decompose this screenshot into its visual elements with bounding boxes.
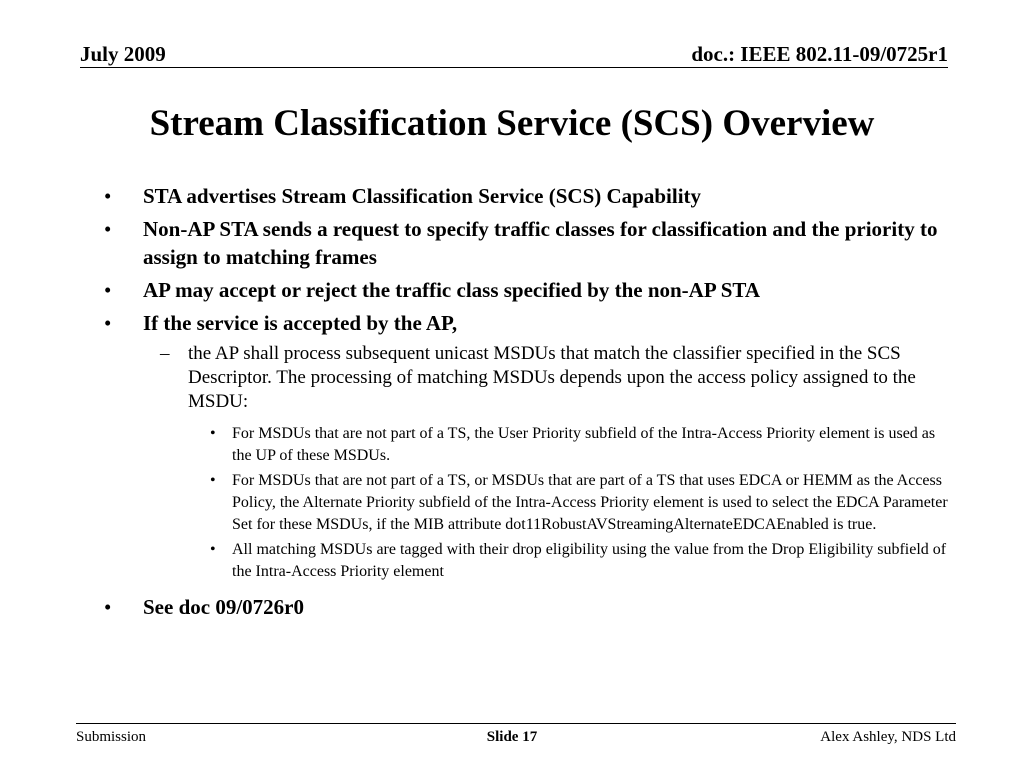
bullet-marker: • xyxy=(104,311,112,335)
sub-sub-bullet-text: For MSDUs that are not part of a TS, the User Priority subfield of the Intra-Access Priority element is used as the UP of these MSDUs. xyxy=(232,425,936,464)
sub-sub-bullet-item xyxy=(210,423,952,467)
bullet-marker: • xyxy=(104,184,112,208)
bullet-item xyxy=(104,215,960,271)
sub-sub-bullet-item xyxy=(210,539,952,583)
bullet-marker: • xyxy=(104,278,112,302)
bullet-text: See doc 09/0726r0 xyxy=(143,595,304,619)
bullet-text: AP may accept or reject the traffic class specified by the non-AP STA xyxy=(143,278,761,302)
footer-slide-number: Slide 17 xyxy=(486,729,538,745)
bullet-item xyxy=(104,309,960,337)
header-doc-id: doc.: IEEE 802.11-09/0725r1 xyxy=(691,42,948,66)
footer-submission: Submission xyxy=(76,729,147,745)
bullet-item xyxy=(104,593,960,621)
footer-author: Alex Ashley, NDS Ltd xyxy=(820,729,956,745)
sub-bullet-item xyxy=(160,342,948,414)
bullet-item xyxy=(104,276,960,304)
sub-bullet-text: the AP shall process subsequent unicast MSDUs that match the classifier specified in the SCS Descriptor. The processing of matching MSDUs depends upon the access policy assigned to the MSDU: xyxy=(188,343,916,412)
dash-marker: – xyxy=(160,343,170,364)
bullet-text: If the service is accepted by the AP, xyxy=(143,311,458,335)
header-divider xyxy=(80,67,948,68)
sub-sub-bullet-text: All matching MSDUs are tagged with their drop eligibility using the value from the Drop Eligibility subfield of the Intra-Access Priority element xyxy=(232,541,947,580)
slide-title: Stream Classification Service (SCS) Overview xyxy=(149,103,875,144)
bullet-marker: • xyxy=(104,595,112,619)
slide-body xyxy=(104,182,960,626)
header-date: July 2009 xyxy=(80,42,166,66)
sub-sub-bullet-item xyxy=(210,470,952,536)
bullet-marker: • xyxy=(210,472,216,489)
sub-sub-bullet-text: For MSDUs that are not part of a TS, or MSDUs that are part of a TS that uses EDCA or HEMM as the Access Policy, the Alternate Priority subfield of the Intra-Access Priority element is used to select the EDCA Parameter Set for these MSDUs, if the MIB attribute dot11RobustAVStreamingAlternateEDCAEnabled is true. xyxy=(232,472,948,533)
bullet-item xyxy=(104,182,960,210)
bullet-text: Non-AP STA sends a request to specify traffic classes for classification and the priority to assign to matching frames xyxy=(143,217,938,269)
bullet-marker: • xyxy=(104,217,112,241)
bullet-marker: • xyxy=(210,541,216,558)
footer-divider xyxy=(76,723,956,724)
bullet-text: STA advertises Stream Classification Service (SCS) Capability xyxy=(143,184,702,208)
bullet-marker: • xyxy=(210,425,216,442)
